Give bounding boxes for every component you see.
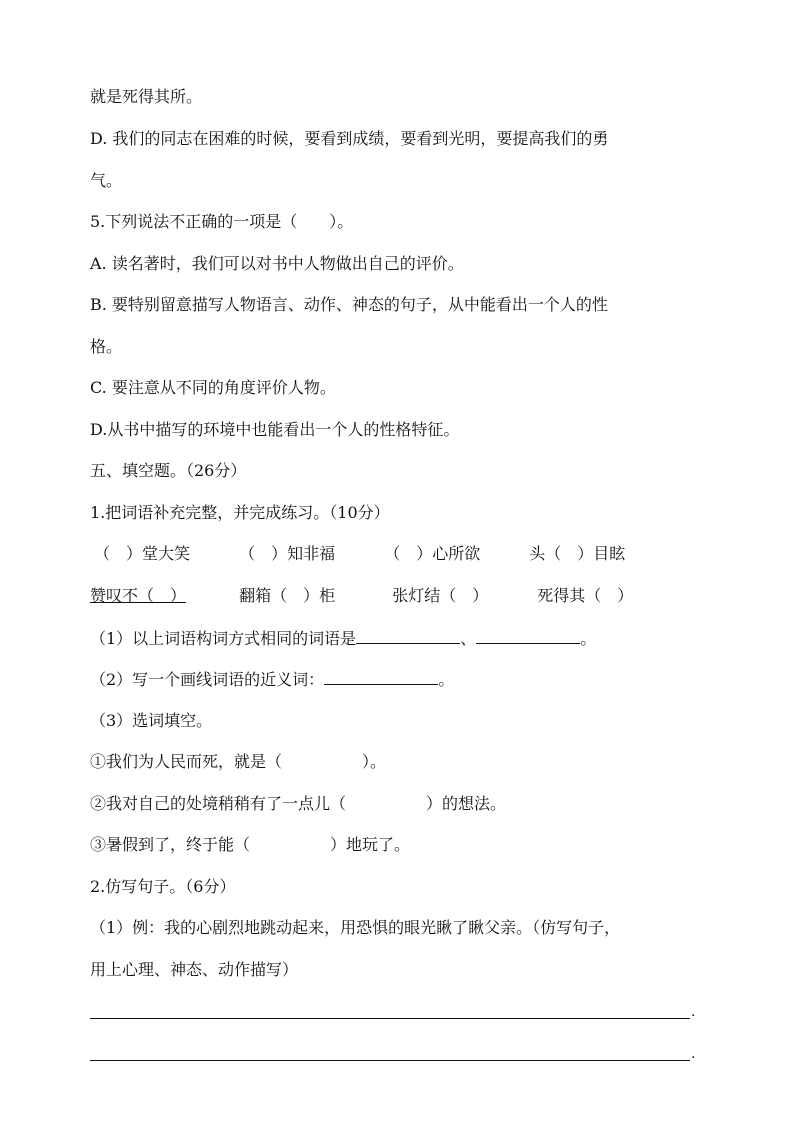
q5-option-b-line1: B. 要特别留意描写人物语言、动作、神态的句子，从中能看出一个人的性 — [90, 295, 608, 314]
idioms-row-2 — [90, 585, 633, 607]
choice-sentence-1: ①我们为人民而死，就是（ ）。 — [90, 752, 387, 771]
sub2-end: 。 — [438, 670, 455, 689]
line-end-period: . — [691, 1046, 696, 1062]
question-2-heading: 2.仿写句子。（6分） — [90, 877, 236, 896]
example-line-2: 用上心理、神态、动作描写） — [90, 960, 299, 979]
idiom-item: 头（ ）目眩 — [529, 544, 626, 563]
sub1-end: 。 — [580, 629, 597, 648]
q5-option-d: D.从书中描写的环境中也能看出一个人的性格特征。 — [90, 420, 460, 439]
idiom-item: （ ）心所欲 — [384, 544, 481, 563]
writing-line-1[interactable] — [90, 1018, 690, 1019]
choice-sentence-2: ②我对自己的处境稍稍有了一点儿（ ）的想法。 — [90, 794, 507, 813]
separator: 、 — [460, 629, 477, 648]
example-line-1: （1）例：我的心剧烈地跳动起来，用恐惧的眼光瞅了瞅父亲。（仿写句子， — [90, 918, 621, 937]
idiom-item: 张灯结（ ） — [392, 586, 489, 605]
choice-sentence-3: ③暑假到了，终于能（ ）地玩了。 — [90, 835, 411, 854]
answer-blank[interactable] — [356, 627, 460, 644]
idiom-item: （ ）知非福 — [239, 544, 336, 563]
sub-question-3: （3）选词填空。 — [90, 711, 213, 730]
writing-line-2[interactable] — [90, 1060, 690, 1061]
sub-question-2 — [90, 668, 454, 691]
q5-option-a: A. 读名著时，我们可以对书中人物做出自己的评价。 — [90, 254, 464, 273]
option-d-line2: 气。 — [90, 171, 123, 190]
q5-option-c: C. 要注意从不同的角度评价人物。 — [90, 378, 336, 397]
sub-question-1 — [90, 627, 596, 650]
option-d-line1: D. 我们的同志在困难的时候，要看到成绩，要看到光明，要提高我们的勇 — [90, 129, 609, 148]
q5-option-b-line2: 格。 — [90, 337, 123, 356]
question-5: 5.下列说法不正确的一项是（ ）。 — [90, 212, 354, 231]
underlined-idiom: 赞叹不（ ） — [90, 586, 187, 605]
idiom-item: 翻箱（ ）柜 — [239, 586, 336, 605]
sub2-prompt: （2）写一个画线词语的近义词： — [90, 670, 325, 689]
idioms-row-1 — [94, 543, 625, 565]
sub1-prompt: （1）以上词语构词方式相同的词语是 — [90, 629, 357, 648]
line-ending-previous-question: 就是死得其所。 — [90, 87, 203, 106]
answer-blank[interactable] — [476, 627, 580, 644]
line-end-period: . — [691, 1004, 696, 1020]
idiom-item: 死得其（ ） — [537, 586, 634, 605]
fill-question-1: 1.把词语补充完整，并完成练习。（10分） — [90, 503, 390, 522]
idiom-item: （ ）堂大笑 — [94, 544, 191, 563]
answer-blank[interactable] — [324, 668, 438, 685]
section-5-heading: 五、填空题。（26分） — [90, 461, 247, 480]
